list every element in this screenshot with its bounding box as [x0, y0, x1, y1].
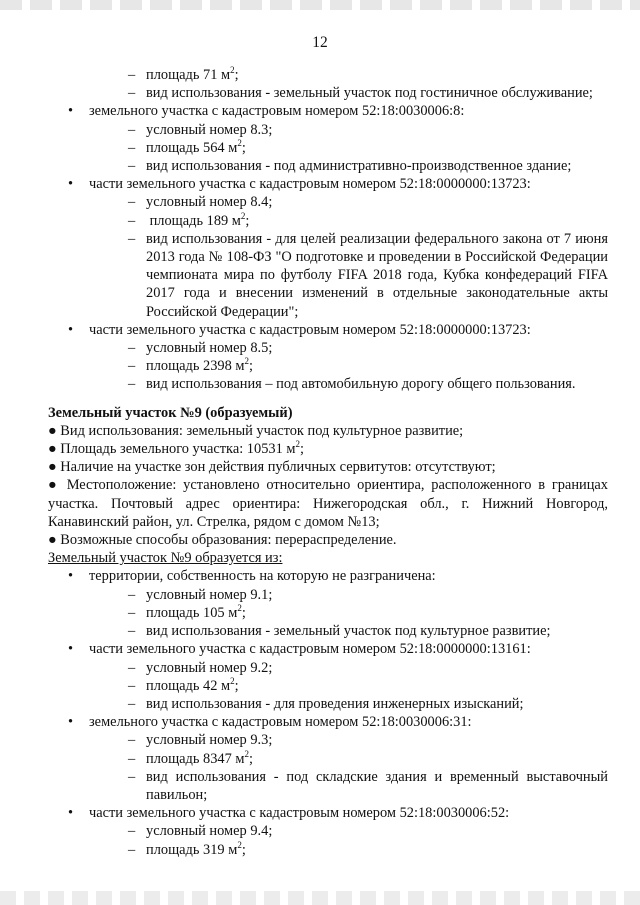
line-text: площадь 189 м: [146, 212, 241, 229]
line-text: вид использования - для целей реализации федерального закона от 7 июня 2013 года № 108-ФЗ "О подготовке и проведении в Российской Федерации чемпионата мира по футболу FIFA 2018 года, Кубка конфедераций FIFA 2017 года и внесении изменений в отдельные законодательные акты Российской Федерации";: [146, 230, 608, 320]
dash-list-item: [48, 841, 608, 859]
superscript: 2: [237, 602, 242, 613]
superscript: 2: [237, 137, 242, 148]
dash-list-item: [48, 375, 608, 393]
superscript: 2: [230, 675, 235, 686]
dash-list-item: [48, 139, 608, 157]
line-tail: ;: [241, 604, 246, 621]
line-text: Земельный участок №9 образуется из:: [48, 550, 283, 567]
spacer: [48, 394, 608, 404]
line-text: вид использования - для проведения инженерных изысканий;: [146, 695, 524, 712]
line-text: площадь 105 м: [146, 604, 238, 621]
line-text: вид использования - под административно-производственное здание;: [146, 158, 572, 175]
line-tail: ;: [300, 441, 304, 458]
line-text: площадь 564 м: [146, 139, 238, 156]
line-text: части земельного участка с кадастровым номером 52:18:0000000:13723:: [89, 176, 531, 193]
line-text: условный номер 9.4;: [146, 823, 273, 840]
line-text: условный номер 8.5;: [146, 340, 273, 357]
paragraph-line: [48, 440, 608, 458]
line-text: условный номер 9.3;: [146, 732, 273, 749]
line-text: условный номер 9.1;: [146, 586, 273, 603]
dash-list-item: [48, 695, 608, 713]
superscript: 2: [237, 839, 242, 850]
line-text: вид использования - земельный участок под культурное развитие;: [146, 623, 551, 640]
line-text: площадь 42 м: [146, 677, 231, 694]
line-text: площадь 319 м: [146, 841, 238, 858]
dash-list-item: [48, 84, 608, 102]
superscript: 2: [230, 65, 235, 75]
paragraph-line: [48, 422, 608, 440]
bullet-list-item: [48, 713, 608, 731]
dash-list-item: [48, 121, 608, 139]
line-tail: ;: [241, 841, 246, 858]
superscript: 2: [244, 356, 250, 367]
line-tail: ;: [241, 139, 246, 156]
dash-list-item: [48, 659, 608, 677]
line-tail: ;: [249, 358, 254, 375]
line-text: ● Наличие на участке зон действия публичных сервитутов: отсутствуют;: [48, 459, 496, 476]
scan-artifact-top: [0, 0, 640, 10]
dash-list-item: [48, 822, 608, 840]
superscript: 2: [244, 748, 250, 759]
dash-list-item: [48, 586, 608, 604]
line-text: земельного участка с кадастровым номером 52:18:0030006:8:: [89, 103, 465, 120]
dash-list-item: [48, 230, 608, 321]
line-text: земельного участка с кадастровым номером 52:18:0030006:31:: [89, 714, 472, 731]
scan-artifact-bottom: [0, 891, 640, 905]
line-text: условный номер 8.3;: [146, 121, 273, 138]
bullet-list-item: [48, 804, 608, 822]
line-text: ● Площадь земельного участка: 10531 м: [48, 441, 296, 458]
paragraph-line: [48, 531, 608, 549]
bullet-list-item: [48, 175, 608, 193]
bullet-list-item: [48, 640, 608, 658]
dash-list-item: [48, 677, 608, 695]
paragraph-line: [48, 458, 608, 476]
dash-list-item: [48, 357, 608, 375]
dash-list-item: [48, 750, 608, 768]
line-text: части земельного участка с кадастровым номером 52:18:0030006:52:: [89, 805, 510, 822]
line-tail: ;: [245, 212, 250, 229]
bullet-list-item: [48, 102, 608, 120]
line-text: вид использования - земельный участок под гостиничное обслуживание;: [146, 85, 593, 102]
dash-list-item: [48, 193, 608, 211]
line-text: ● Местоположение: установлено относительно ориентира, расположенного в границах участка. Почтовый адрес ориентира: Нижегородская обл., г. Нижний Новгород, Канавинский район, ул. Стрелка, рядом с домом №13;: [48, 477, 608, 530]
dash-list-item: [48, 212, 608, 230]
dash-list-item: [48, 66, 608, 84]
line-text: ● Возможные способы образования: перераспределение.: [48, 532, 397, 549]
line-text: площадь 71 м: [146, 67, 231, 83]
line-tail: ;: [249, 750, 254, 767]
line-text: Земельный участок №9 (образуемый): [48, 404, 293, 421]
line-text: площадь 8347 м: [146, 750, 245, 767]
line-text: вид использования - под складские здания и временный выставочный павильон;: [146, 768, 608, 803]
dash-list-item: [48, 768, 608, 804]
dash-list-item: [48, 339, 608, 357]
line-text: ● Вид использования: земельный участок под культурное развитие;: [48, 422, 464, 439]
line-tail: ;: [234, 677, 239, 694]
page-number: 12: [312, 34, 328, 51]
bullet-list-item: [48, 567, 608, 585]
line-text: части земельного участка с кадастровым номером 52:18:0000000:13723:: [89, 321, 531, 338]
line-text: условный номер 9.2;: [146, 659, 273, 676]
line-text: площадь 2398 м: [146, 358, 245, 375]
bullet-list-item: [48, 321, 608, 339]
superscript: 2: [240, 210, 246, 221]
line-text: территории, собственность на которую не разграничена:: [89, 568, 436, 585]
paragraph-line: [48, 476, 608, 531]
dash-list-item: [48, 604, 608, 622]
line-text: условный номер 8.4;: [146, 194, 273, 211]
line-tail: ;: [234, 67, 239, 83]
dash-list-item: [48, 157, 608, 175]
line-text: части земельного участка с кадастровым номером 52:18:0000000:13161:: [89, 641, 531, 658]
superscript: 2: [295, 439, 300, 450]
line-text: вид использования – под автомобильную дорогу общего пользования.: [146, 376, 576, 393]
dash-list-item: [48, 731, 608, 749]
underlined-subheading: [48, 549, 608, 567]
dash-list-item: [48, 622, 608, 640]
section-heading: [48, 404, 608, 422]
document-body: [48, 66, 608, 859]
